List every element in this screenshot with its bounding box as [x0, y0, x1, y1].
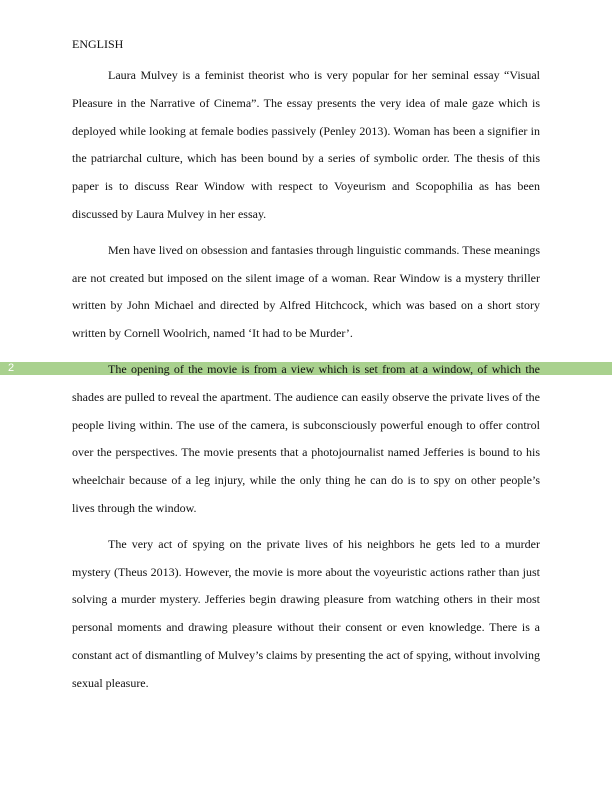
paragraph-2: Men have lived on obsession and fantasies through linguistic commands. These meanings are not created but imposed on the silent image of a woman. Rear Window is a mystery thriller written by John Michael and directed by Alfred Hitchcock, which was based on a short story written by Cornell Woolrich, named ‘It had to be Murder’.	[72, 242, 540, 341]
page-number: 2	[8, 362, 15, 374]
running-header: ENGLISH	[72, 37, 124, 51]
paragraph-3: The opening of the movie is from a view which is set from at a window, of which the shades are pulled to reveal the apartment. The audience can easily observe the private lives of the people living within. The use of the camera, is subconsciously powerful enough to offer control over the perspectives. The movie presents that a photojournalist named Jefferies is bound to his wheelchair because of a leg injury, while the only thing he can do is to spy on other people’s lives through the window.	[72, 361, 540, 515]
paragraph-4: The very act of spying on the private lives of his neighbors he gets led to a murder mystery (Theus 2013). However, the movie is more about the voyeuristic actions rather than just solving a murder mystery. Jefferies begin drawing pleasure from watching others in their most personal moments and drawing pleasure without their consent or even knowledge. There is a constant act of dismantling of Mulvey’s claims by presenting the act of spying, without involving sexual pleasure.	[72, 536, 540, 690]
document-body	[72, 62, 540, 706]
paragraph-1: Laura Mulvey is a feminist theorist who is very popular for her seminal essay “Visual Pleasure in the Narrative of Cinema”. The essay presents the very idea of male gaze which is deployed while looking at female bodies passively (Penley 2013). Woman has been a signifier in the patriarchal culture, which has been bound by a series of symbolic order. The thesis of this paper is to discuss Rear Window with respect to Voyeurism and Scopophilia as has been discussed by Laura Mulvey in her essay.	[72, 68, 540, 221]
